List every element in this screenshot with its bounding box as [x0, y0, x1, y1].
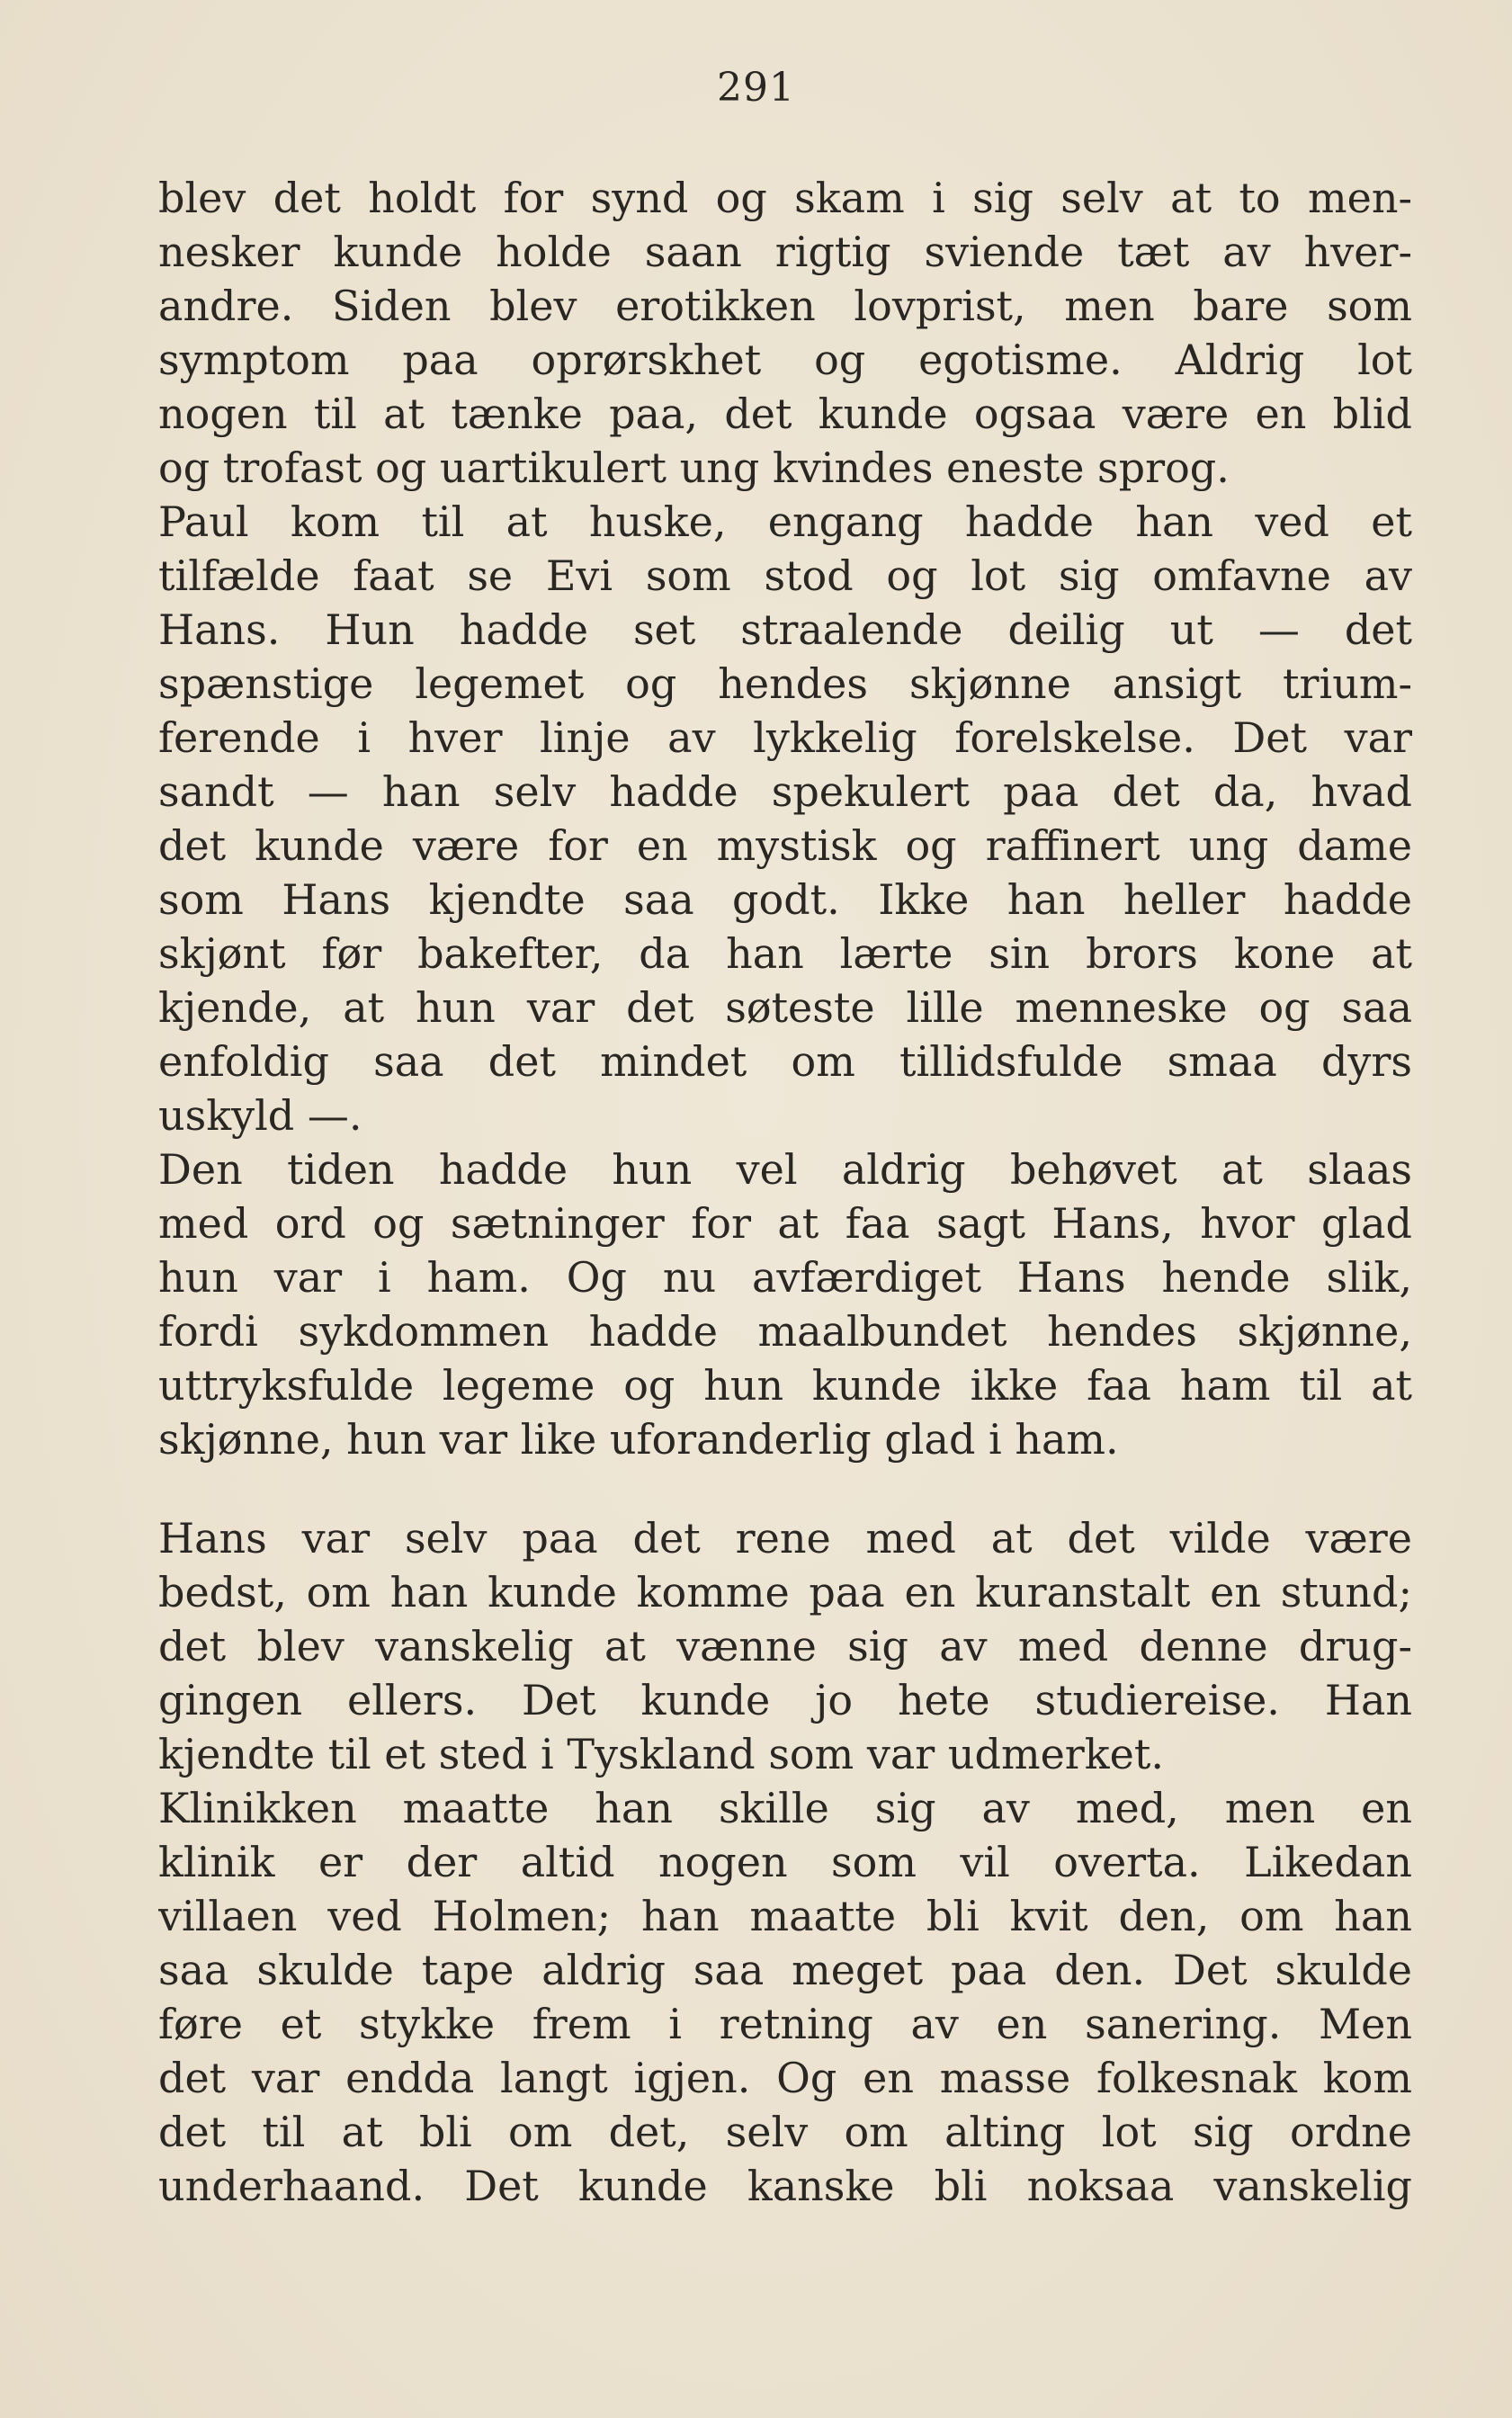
text-line: det kunde være for en mystisk og raffinert ung dame — [158, 821, 1412, 870]
text-line: kjendte til et sted i Tyskland som var udmerket. — [158, 1730, 1164, 1778]
text-line: som Hans kjendte saa godt. Ikke han heller hadde — [158, 875, 1412, 924]
text-line: underhaand. Det kunde kanske bli noksaa vanskelig — [158, 2162, 1412, 2210]
text-line: saa skulde tape aldrig saa meget paa den. Det skulde — [158, 1946, 1412, 1994]
text-line: tilfælde faat se Evi som stod og lot sig omfavne av — [158, 551, 1412, 600]
text-line: ferende i hver linje av lykkelig forelskelse. Det var — [158, 713, 1412, 762]
text-section-2 — [158, 1511, 1412, 2213]
text-line: gingen ellers. Det kunde jo hete studiereise. Han — [158, 1676, 1412, 1724]
text-line: Klinikken maatte han skille sig av med, men en — [158, 1784, 1412, 1832]
text-line: det blev vanskelig at vænne sig av med denne drug- — [158, 1622, 1412, 1670]
text-line: nogen til at tænke paa, det kunde ogsaa være en blid — [158, 390, 1412, 438]
text-line: det var endda langt igjen. Og en masse folkesnak kom — [158, 2054, 1412, 2102]
text-section-1 — [158, 171, 1412, 1466]
text-line: skjønt før bakefter, da han lærte sin brors kone at — [158, 929, 1412, 978]
text-line: hun var i ham. Og nu avfærdiget Hans hende slik, — [158, 1253, 1412, 1302]
text-line: villaen ved Holmen; han maatte bli kvit den, om han — [158, 1892, 1412, 1940]
text-line: symptom paa oprørskhet og egotisme. Aldrig lot — [158, 336, 1412, 384]
text-line: blev det holdt for synd og skam i sig selv at to men- — [158, 174, 1412, 222]
text-line: bedst, om han kunde komme paa en kuranstalt en stund; — [158, 1568, 1412, 1616]
text-line: fordi sykdommen hadde maalbundet hendes skjønne, — [158, 1307, 1412, 1356]
text-line: klinik er der altid nogen som vil overta. Likedan — [158, 1838, 1412, 1886]
text-line: skjønne, hun var like uforanderlig glad i ham. — [158, 1415, 1119, 1464]
text-line: det til at bli om det, selv om alting lot sig ordne — [158, 2108, 1412, 2156]
text-line: Den tiden hadde hun vel aldrig behøvet at slaas — [158, 1145, 1412, 1194]
text-line: Hans var selv paa det rene med at det vilde være — [158, 1514, 1412, 1563]
text-line: uttryksfulde legeme og hun kunde ikke faa ham til at — [158, 1361, 1412, 1410]
text-line: Paul kom til at huske, engang hadde han ved et — [158, 497, 1412, 546]
text-line: kjende, at hun var det søteste lille menneske og saa — [158, 983, 1412, 1032]
text-line: spænstige legemet og hendes skjønne ansigt trium- — [158, 659, 1412, 708]
text-line: føre et stykke frem i retning av en sanering. Men — [158, 2000, 1412, 2048]
text-line: enfoldig saa det mindet om tillidsfulde smaa dyrs — [158, 1037, 1412, 1086]
page-number: 291 — [717, 65, 795, 111]
text-line: nesker kunde holde saan rigtig sviende tæt av hver- — [158, 228, 1412, 276]
text-line: andre. Siden blev erotikken lovprist, men bare som — [158, 282, 1412, 330]
text-line: sandt — han selv hadde spekulert paa det da, hvad — [158, 767, 1412, 816]
text-line: og trofast og uartikulert ung kvindes eneste sprog. — [158, 443, 1230, 492]
text-line: Hans. Hun hadde set straalende deilig ut — det — [158, 605, 1412, 654]
text-line: med ord og sætninger for at faa sagt Hans, hvor glad — [158, 1199, 1412, 1248]
text-line: uskyld —. — [158, 1091, 362, 1140]
